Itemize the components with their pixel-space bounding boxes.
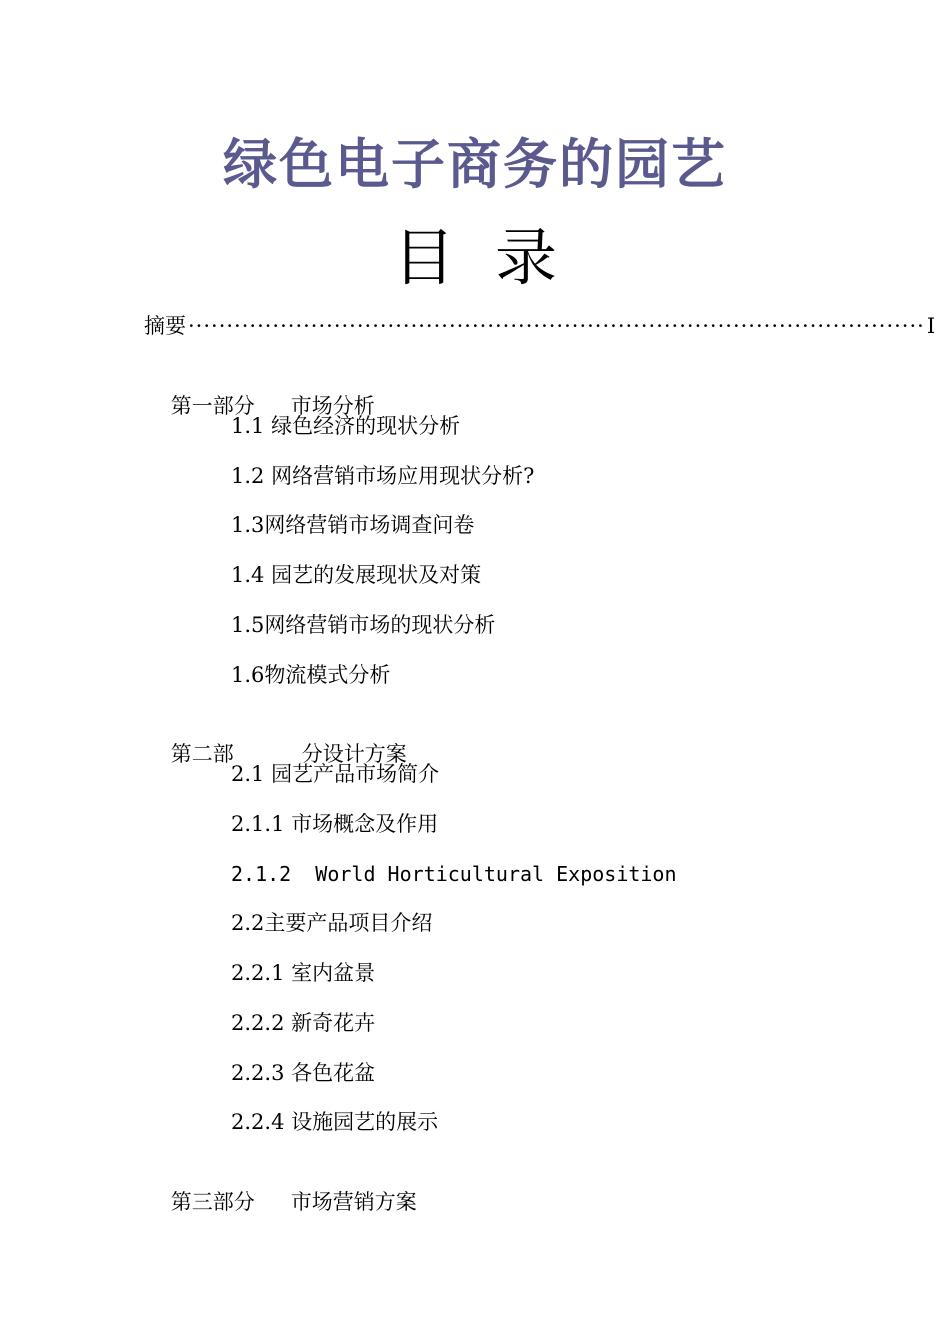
toc-heading (0, 218, 950, 298)
toc-entry[interactable]: 1.2 网络营销市场应用现状分析? (231, 464, 535, 488)
toc-entry[interactable]: 2.1.2 World Horticultural Exposition (231, 862, 677, 886)
toc-part-title: 市场分析 (290, 394, 375, 418)
toc-entry[interactable]: 1.5网络营销市场的现状分析 (231, 613, 496, 637)
dot-leader: ································································································ (188, 314, 925, 338)
document-title: 绿色电子商务的园艺 (223, 132, 727, 196)
toc-part-title: 分设计方案 (301, 742, 407, 766)
toc-part-label: 第三部分 (170, 1190, 255, 1214)
toc-heading-char-1: 目 (392, 221, 455, 294)
toc-entry[interactable]: 1.6物流模式分析 (231, 663, 391, 687)
toc-entry[interactable]: 2.2主要产品项目介绍 (231, 911, 433, 935)
toc-abstract-label: 摘要 (144, 314, 186, 338)
toc-entry[interactable]: 2.2.4 设施园艺的展示 (231, 1110, 439, 1134)
toc-entry[interactable]: 1.3网络营销市场调查问卷 (231, 513, 475, 537)
toc-entry[interactable]: 2.2.2 新奇花卉 (231, 1011, 376, 1035)
toc-entry[interactable]: 1.1 绿色经济的现状分析 (231, 414, 461, 438)
toc-entry[interactable]: 2.2.3 各色花盆 (231, 1061, 376, 1085)
toc-part-label: 第一部分 (170, 394, 255, 418)
toc-entry-abstract[interactable] (144, 311, 936, 341)
toc-part-title: 市场营销方案 (290, 1190, 417, 1214)
toc-heading-char-2: 录 (495, 221, 558, 294)
toc-entry[interactable]: 2.1 园艺产品市场简介 (231, 762, 440, 786)
toc-entry[interactable]: 2.2.1 室内盆景 (231, 961, 376, 985)
toc-part-heading[interactable] (144, 1157, 417, 1247)
toc-entry[interactable]: 1.4 园艺的发展现状及对策 (231, 563, 482, 587)
toc-entry[interactable]: 2.1.1 市场概念及作用 (231, 812, 439, 836)
toc-part-label: 第二部 (170, 742, 234, 766)
toc-abstract-page: I (926, 314, 936, 338)
